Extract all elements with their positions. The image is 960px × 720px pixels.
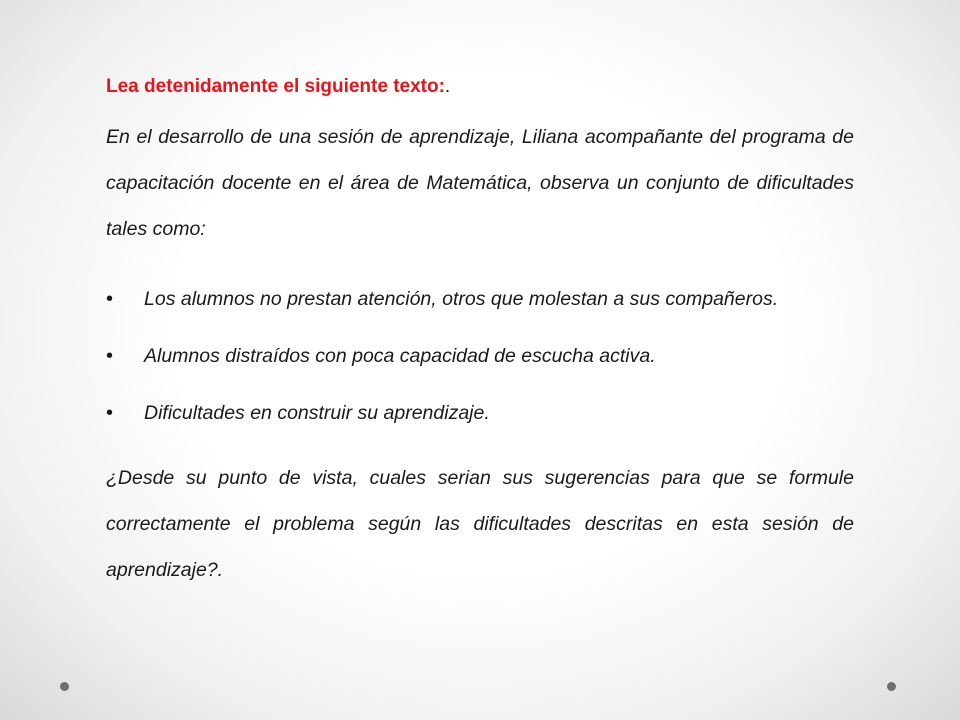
list-item	[106, 284, 854, 314]
heading-suffix: .	[444, 76, 451, 97]
decorative-dot-right	[887, 682, 896, 691]
decorative-dot-left	[60, 682, 69, 691]
bullet-icon: •	[106, 288, 114, 310]
list-item	[106, 398, 854, 428]
list-item-text: Dificultades en construir su aprendizaje.	[144, 402, 490, 424]
slide-content	[106, 70, 854, 593]
question-paragraph: ¿Desde su punto de vista, cuales serian sus sugerencias para que se formule correctamente el problema según las dificultades descritas en esta sesión de aprendizaje?.	[106, 467, 854, 581]
list-item-text: Alumnos distraídos con poca capacidad de escucha activa.	[144, 345, 656, 367]
heading-text: Lea detenidamente el siguiente texto:	[106, 76, 445, 97]
bullet-icon: •	[106, 345, 114, 367]
difficulties-list	[106, 284, 854, 428]
intro-paragraph: En el desarrollo de una sesión de aprendizaje, Liliana acompañante del programa de capacitación docente en el área de Matemática, observa un conjunto de dificultades tales como:	[106, 126, 854, 240]
slide-heading	[106, 70, 854, 104]
bullet-icon: •	[106, 402, 114, 424]
list-item-text: Los alumnos no prestan atención, otros que molestan a sus compañeros.	[144, 288, 779, 310]
list-item	[106, 341, 854, 371]
